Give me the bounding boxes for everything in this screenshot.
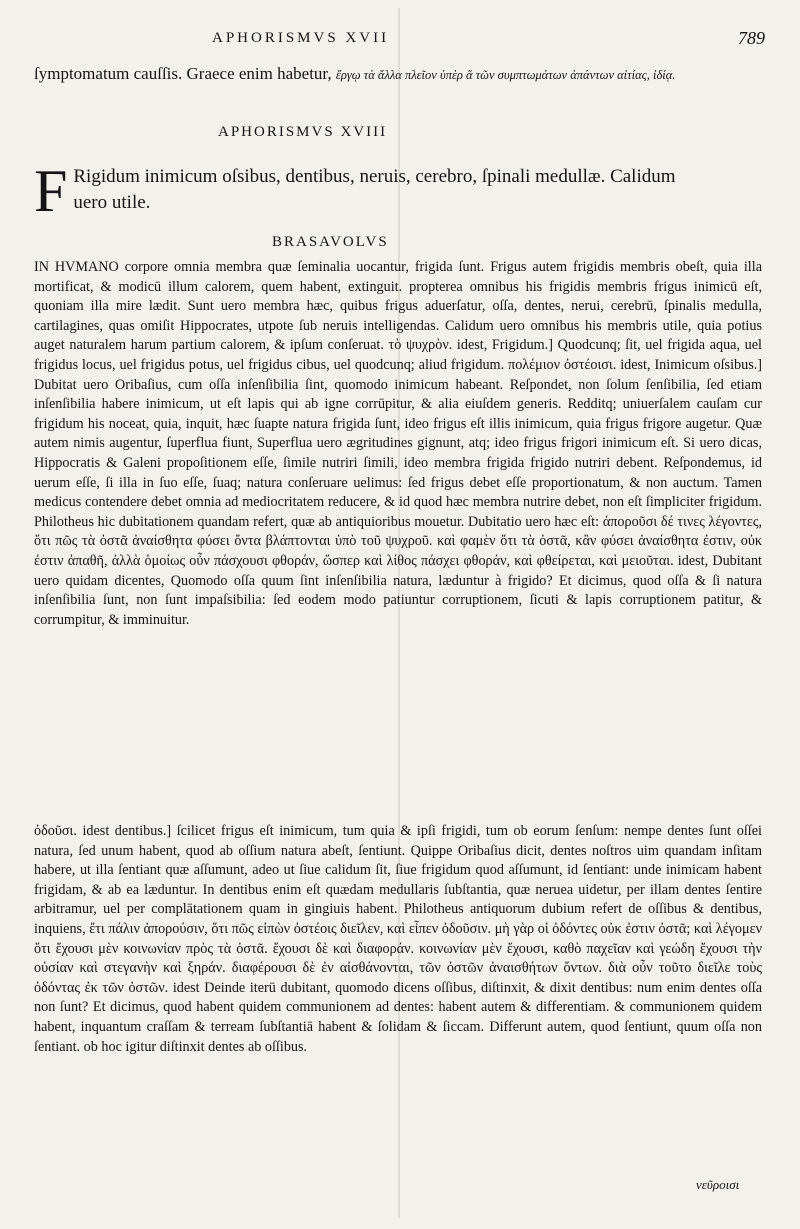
running-head: APHORISMVS XVII	[212, 30, 390, 46]
aphorism-text-block	[34, 158, 714, 224]
top-line-latin: ſymptomatum cauſſis. Graece enim habetur,	[34, 64, 332, 83]
drop-capital: F	[34, 158, 68, 224]
commentator-heading: BRASAVOLVS	[272, 234, 389, 250]
page-number: 789	[738, 28, 765, 48]
top-line	[34, 64, 762, 85]
commentary-part-1: IN HVMANO corpore omnia membra quæ ſeminalia uocantur, frigida ſunt. Frigus autem frigidis membris obeſt, quia illa mortificat, & modicū illum calorem, quem habent, extinguit. propterea omnibus his frigidis membris frigus inimicū eſt, quoniam illa mire lædit. Sunt uero membra hæc, quibus frigus aduerſatur, oſſa, dentes, nerui, cerebrū, ſpinalis medulla, cartilagines, quas omiſit Hippocrates, utpote ſub neruis intelligendas. Calidum uero omnibus his membris utile, quia potius auget naturalem harum partium calorem, & ipſum conſeruat. τὸ ψυχρὸν. idest, Frigidum.] Quodcunq; ſit, uel frigida aqua, uel frigidus locus, uel frigidus potus, uel frigidus cibus, uel quodcunq; aliud frigidum. πολέμιον ὀστέοισι. idest, Inimicum oſsibus.] Dubitat uero Oribaſius, cum oſſa inſenſibilia ſint, quomodo inimicum habeant. Reſpondet, non ſolum ſenſibilia, ſed etiam inſenſibilia habere inimicum, ut eſt lapis qui ab igne corrūpitur, & alia eiuſdem generis. Redditq; uniuerſalem cauſam cur frigidum his noceat, quia, inquit, hæc ſuapte natura frigida ſunt, ideo frigus eſt illis inimicum, quia frigus frigore augetur. Quæ autem nimis augentur, ſuperflua fiunt, Superflua uero ægritudines gignunt, atq; ideo frigus frigori inimicum eſt. Si uero dicas, Hippocratis & Galeni propoſitionem eſſe, ſimile nutriri ſimili, ideo membra frigida frigido nutriri debent. Reſpondemus, id uerum eſſe, ſi illa in ſuo eſſe, ſuaq; natura conſeruare uelimus: ſed frigus debet eſſe proportionatum, & non auctum. Tamen medicus contendere debet omnia ad mediocritatem reducere, & id quod hæc membra nutrire debet, non eſt ſimpliciter frigidum. Philotheus hic dubitationem quandam refert, quæ ab antiquioribus mouetur. Dubitatio uero hæc eſt: ἀποροῦσι δέ τινες λέγοντες, ὅτι πῶς τὰ ὀστᾶ ἀναίσθητα φύσει ὄντα βλάπτονται ὑπὸ τοῦ ψυχροῦ. καὶ φαμὲν ὅτι τὰ ὀστᾶ, κἂν φύσει ἀναίσθητα ἐστιν, οὐκ ἐστιν ἀπαθῆ, ἀλλὰ ὁμοίως οὖν πάσχουσι φθοράν, ὥσπερ καὶ λίθος πάσχει φθοράν, καὶ φθείρεται, καὶ μειοῦται. idest, Dubitant uero quidam dicentes, Quomodo oſſa quum ſint inſenſibilia natura, læduntur à frigido? Et dicimus, quod oſſa & ſi natura inſenſibilia ſunt, non ſunt impaſsibilia: ſed eodem modo patiuntur corruptionem, ſicuti & lapis corruptionem patitur, & corrumpitur, & imminuitur.	[34, 259, 762, 628]
top-line-greek: ἔργῳ τὰ ἄλλα πλεῖον ὑπὲρ ἅ τῶν συμπτωμάτων ἀπάντων αἰτίας, ἰδίᾳ.	[335, 68, 676, 82]
aphorism-heading: APHORISMVS XVIII	[218, 124, 388, 140]
commentary-part-2: ὀδοῦσι. idest dentibus.] ſcilicet frigus eſt inimicum, tum quia & ipſi frigidi, tum ob eorum ſenſum: nempe dentes ſunt oſſei natura, ſed unum habent, quod ab oſſium natura abeſt, ſentiunt. Quippe Oribaſius dicit, dentes noſtros uim quandam inſitam habere, ut illa ſentiant quæ aſſumunt, adeo ut ſiue calidum ſit, ſiue frigidum quod aſſumunt, id ſentiant: unde inimicam habent frigidam, & ab ea læduntur. In dentibus enim eſt quædam medullaris ſubſtantia, quæ neruea uidetur, per illam dentes ſentire arbitramur, uel per complātationem quam in gingiuis habent. Philotheus antiquorum dubium refert de oſſibus & dentibus, inquiens, ἔτι πάλιν ἀπορούσιν, ὅτι πῶς εἰπὼν ὀστέοις διεῖλεν, καὶ εἶπεν ὀδοῦσιν. μὴ γὰρ οἱ ὀδόντες οὐκ ἐστιν ὀστᾶ; καὶ λέγομεν ὅτι ἔχουσι μὲν κοινωνίαν πρὸς τὰ ὀστᾶ. ἔχουσι δὲ καὶ διαφοράν. κοινωνίαν μὲν ἔχουσι, καθὸ παχεῖαν καὶ γεώδη ἔχουσι τὴν οὐσίαν καὶ στεγανὴν καὶ ξηράν. διαφέρουσι δὲ ἐν αἰσθάνονται, τῶν ὀστῶν ἀναισθήτων ὄντων. διὰ οὖν τοῦτο διεῖλε τοὺς ὀδόντας ἐκ τῶν ὀστῶν. idest Deinde iterū dubitant, quomodo dicens oſſibus, diſtinxit, & dixit dentibus: num enim dentes oſſa non ſunt? Et dicimus, quod habent quidem communionem ad dentes: habent autem & differentiam. & communionem quidem habent, inquantum craſſam & terream ſubſtantiā habent & ſolidam & ſiccam. Differunt autem, quod ſentiunt, quum oſſa non ſentiant. ob hoc igitur diſtinxit dentes ab oſſibus.	[34, 823, 762, 1055]
aphorism-text: Rigidum inimicum oſsibus, dentibus, neruis, cerebro, ſpinali medullæ. Calidum uero utile.	[73, 166, 676, 213]
catchword: νεῦροισι	[696, 1177, 740, 1192]
